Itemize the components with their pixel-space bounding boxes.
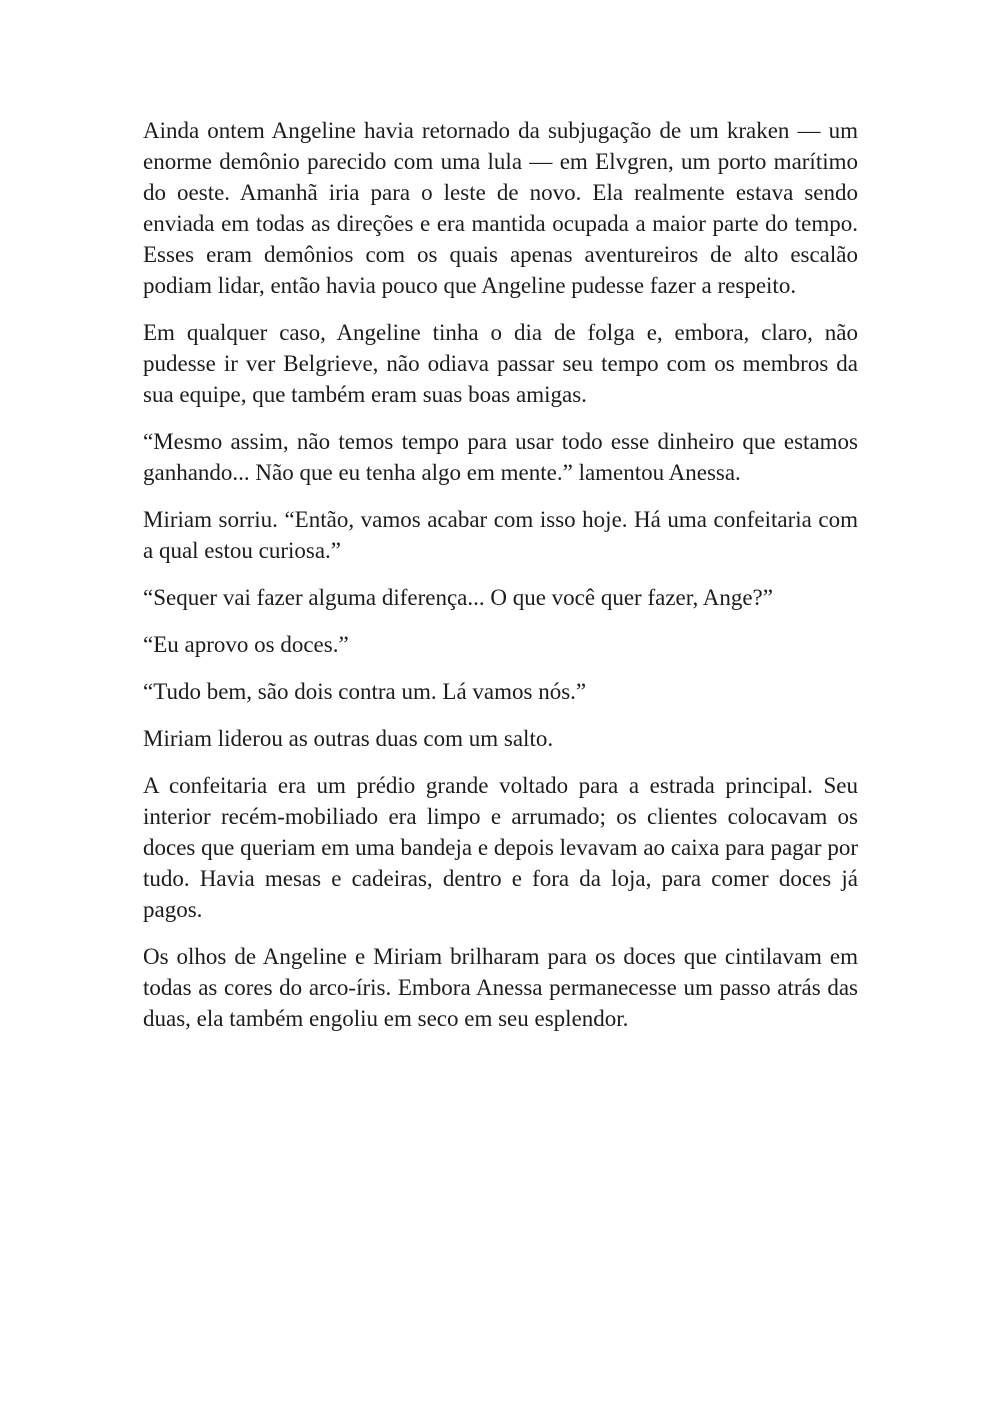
paragraph-5: “Sequer vai fazer alguma diferença... O que você quer fazer, Ange?” xyxy=(143,585,773,610)
paragraph-9: A confeitaria era um prédio grande voltado para a estrada principal. Seu interior recém-mobiliado era limpo e arrumado; os clientes colocavam os doces que queriam em uma bandeja e depois levavam ao caixa para pagar por tudo. Havia mesas e cadeiras, dentro e fora da loja, para comer doces já pagos. xyxy=(143,773,858,922)
paragraph-4: Miriam sorriu. “Então, vamos acabar com isso hoje. Há uma confeitaria com a qual estou curiosa.” xyxy=(143,507,858,563)
paragraph-3: “Mesmo assim, não temos tempo para usar todo esse dinheiro que estamos ganhando... Não que eu tenha algo em mente.” lamentou Anessa. xyxy=(143,429,858,485)
paragraph-6: “Eu aprovo os doces.” xyxy=(143,632,349,657)
paragraph-8: Miriam liderou as outras duas com um salto. xyxy=(143,726,554,751)
paragraph-2: Em qualquer caso, Angeline tinha o dia de folga e, embora, claro, não pudesse ir ver Belgrieve, não odiava passar seu tempo com os membros da sua equipe, que também eram suas boas amigas. xyxy=(143,320,858,407)
paragraph-1: Ainda ontem Angeline havia retornado da subjugação de um kraken — um enorme demônio parecido com uma lula — em Elvgren, um porto marítimo do oeste. Amanhã iria para o leste de novo. Ela realmente estava sendo enviada em todas as direções e era mantida ocupada a maior parte do tempo. Esses eram demônios com os quais apenas aventureiros de alto escalão podiam lidar, então havia pouco que Angeline pudesse fazer a respeito. xyxy=(143,118,858,298)
paragraph-7: “Tudo bem, são dois contra um. Lá vamos nós.” xyxy=(143,679,587,704)
document-page xyxy=(143,115,858,1050)
paragraph-10: Os olhos de Angeline e Miriam brilharam para os doces que cintilavam em todas as cores do arco-íris. Embora Anessa permanecesse um passo atrás das duas, ela também engoliu em seco em seu esplendor. xyxy=(143,944,858,1031)
